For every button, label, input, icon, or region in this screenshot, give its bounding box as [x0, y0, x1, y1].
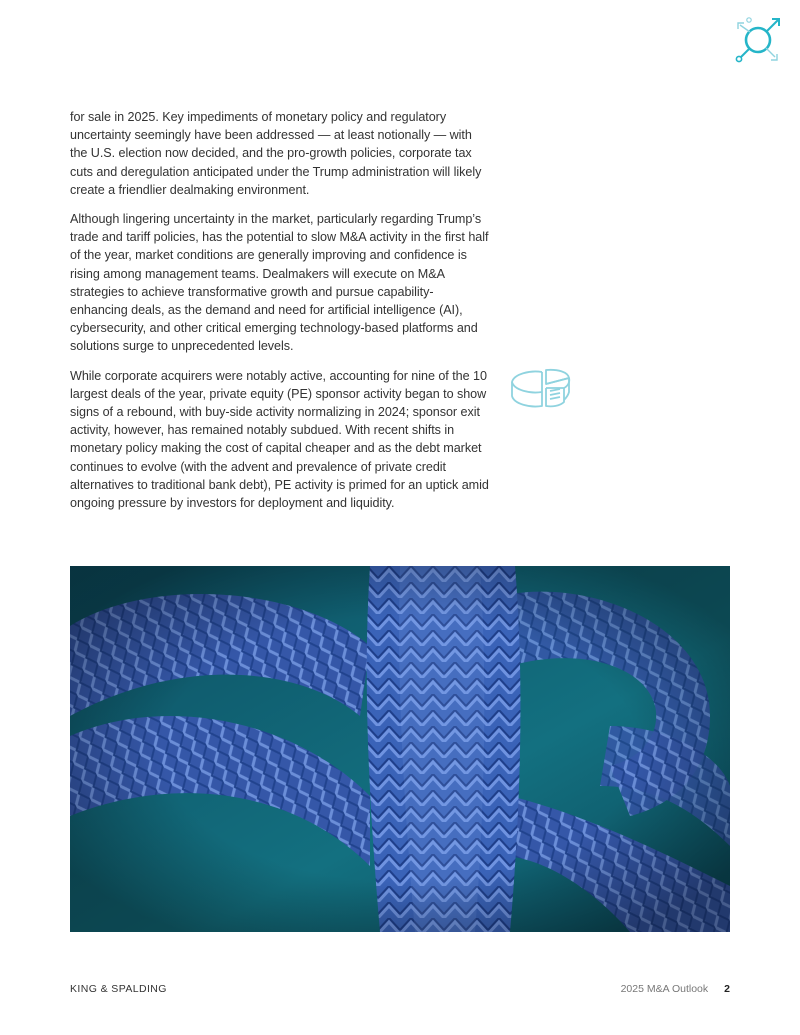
pie-chart-icon	[508, 362, 574, 414]
body-text	[70, 108, 490, 523]
target-connections-icon	[733, 15, 783, 65]
paragraph-1: for sale in 2025. Key impediments of monetary policy and regulatory uncertainty seemingly have been addressed — at least notionally — with the U.S. election now decided, and the pro-growth policies, corporate tax cuts and deregulation anticipated under the Trump administration will likely create a friendlier dealmaking environment.	[70, 110, 482, 197]
paragraph-2: Although lingering uncertainty in the market, particularly regarding Trump’s trade and tariff policies, has the potential to slow M&A activity in the first half of the year, market conditions are generally improving and confidence is rising among management teams. Dealmakers will execute on M&A strategies to achieve transformative growth and pursue capability-enhancing deals, as the demand and need for artificial intelligence (AI), cybersecurity, and other critical emerging technology-based platforms and solutions surge to unprecedented levels.	[70, 212, 489, 354]
footer-right	[621, 983, 730, 995]
publication-title: 2025 M&A Outlook	[620, 983, 709, 995]
paragraph-3: While corporate acquirers were notably active, accounting for nine of the 10 largest deals of the year, private equity (PE) sponsor activity began to show signs of a rebound, with buy-side activity normalizing in 2024; sponsor exit activity, however, has remained notably subdued. With recent shifts in monetary policy making the cost of capital cheaper and as the debt market continues to evolve (with the advent and prevalence of private credit alternatives to traditional bank debt), PE activity is primed for an uptick amid ongoing pressure by investors for deployment and liquidity.	[70, 368, 489, 511]
page-number: 2	[724, 983, 730, 995]
rope-photo	[70, 566, 730, 932]
firm-name: KING & SPALDING	[70, 983, 167, 995]
